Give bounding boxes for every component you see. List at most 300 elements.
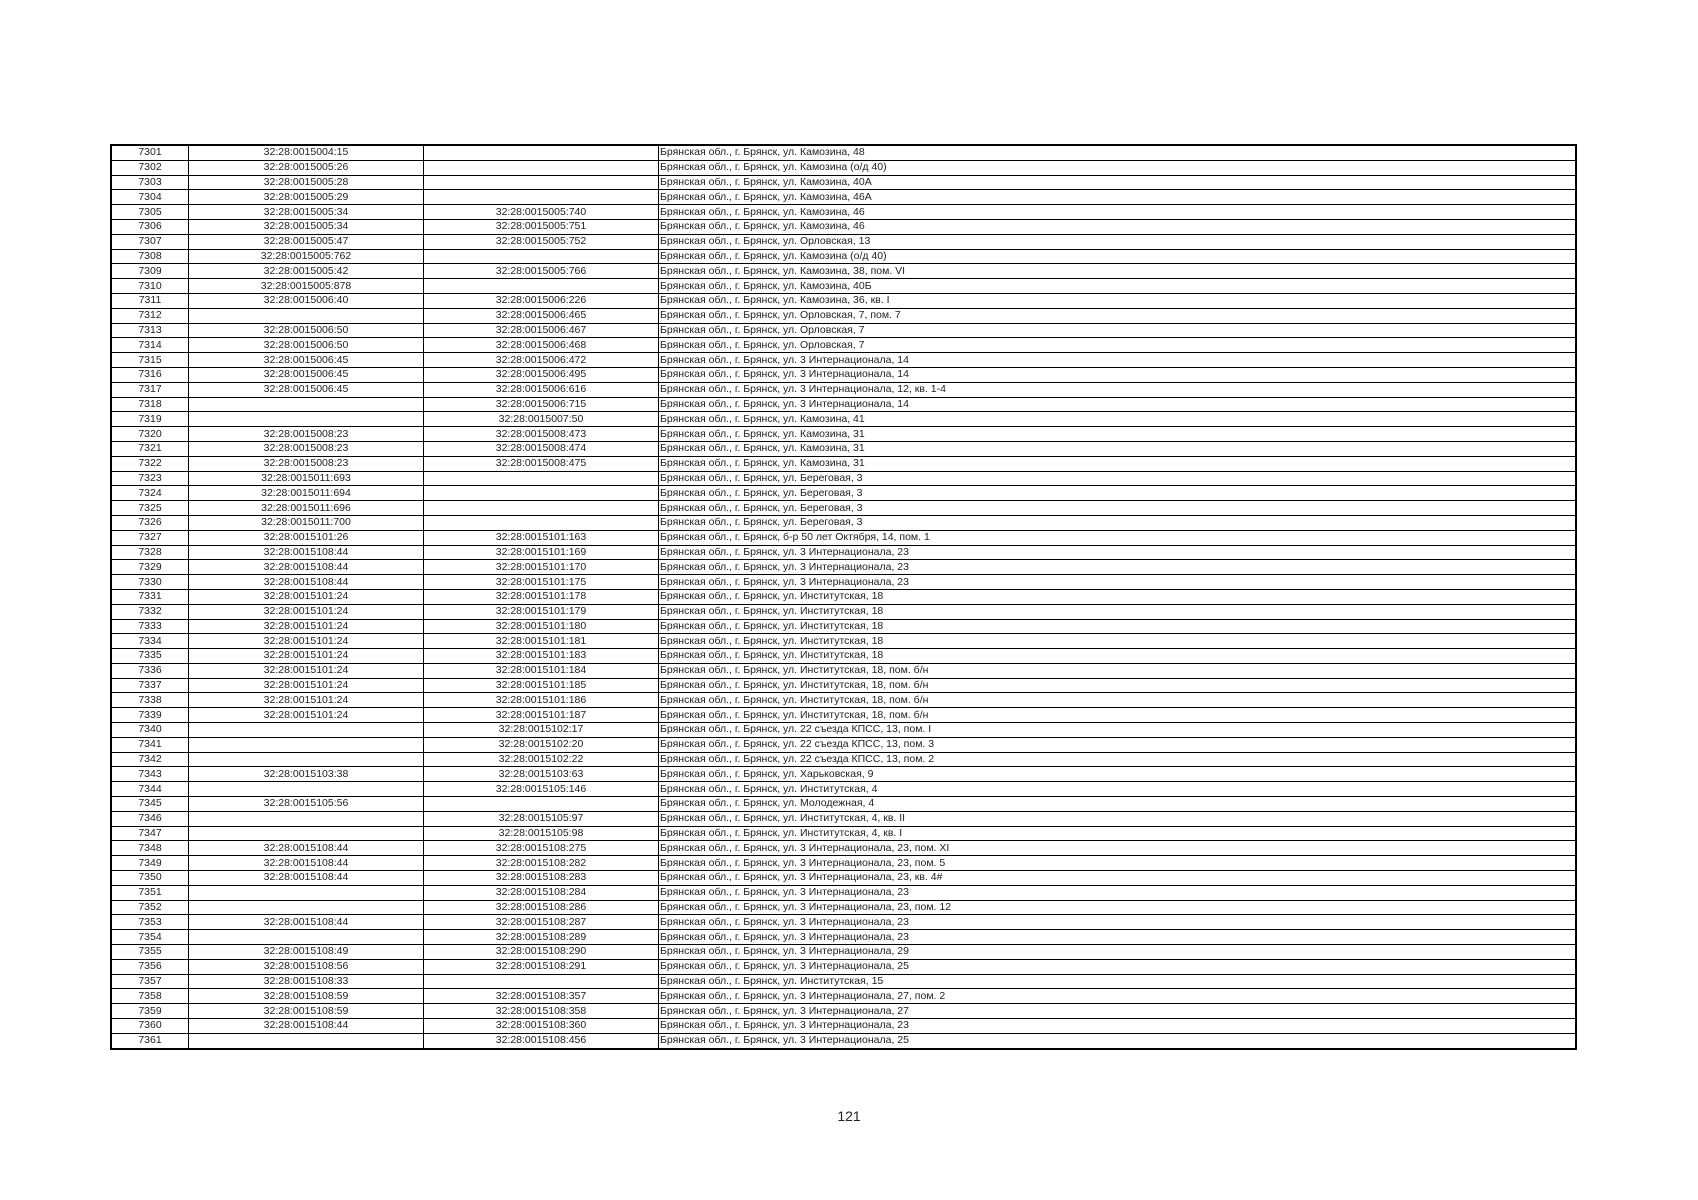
table-row [111,752,1576,767]
address-cell: Брянская обл., г. Брянск, ул. 3 Интернационала, 23 [659,575,1577,590]
parcel-cadastral-number-cell: 32:28:0015004:15 [189,145,424,160]
address-cell: Брянская обл., г. Брянск, ул. 22 съезда КПСС, 13, пом. I [659,723,1577,738]
object-cadastral-number-cell: 32:28:0015102:17 [424,723,659,738]
row-number-cell: 7328 [111,545,189,560]
row-number-cell: 7336 [111,663,189,678]
row-number-cell: 7359 [111,1004,189,1019]
address-cell: Брянская обл., г. Брянск, ул. 3 Интернационала, 23 [659,930,1577,945]
parcel-cadastral-number-cell: 32:28:0015008:23 [189,427,424,442]
object-cadastral-number-cell: 32:28:0015105:98 [424,826,659,841]
table-row [111,486,1576,501]
address-cell: Брянская обл., г. Брянск, ул. Орловская, 7 [659,323,1577,338]
object-cadastral-number-cell: 32:28:0015108:456 [424,1033,659,1048]
parcel-cadastral-number-cell [189,826,424,841]
parcel-cadastral-number-cell: 32:28:0015108:44 [189,871,424,886]
table-row [111,1019,1576,1034]
parcel-cadastral-number-cell: 32:28:0015005:34 [189,205,424,220]
address-cell: Брянская обл., г. Брянск, ул. Камозина, 36, кв. I [659,293,1577,308]
row-number-cell: 7354 [111,930,189,945]
row-number-cell: 7339 [111,708,189,723]
address-cell: Брянская обл., г. Брянск, ул. Харьковская, 9 [659,767,1577,782]
table-row [111,959,1576,974]
address-cell: Брянская обл., г. Брянск, ул. 3 Интернационала, 14 [659,397,1577,412]
row-number-cell: 7302 [111,160,189,175]
parcel-cadastral-number-cell: 32:28:0015101:24 [189,678,424,693]
registry-table-body [111,145,1576,1049]
object-cadastral-number-cell: 32:28:0015102:20 [424,737,659,752]
object-cadastral-number-cell: 32:28:0015101:186 [424,693,659,708]
row-number-cell: 7331 [111,589,189,604]
parcel-cadastral-number-cell [189,397,424,412]
table-row [111,515,1576,530]
address-cell: Брянская обл., г. Брянск, ул. 3 Интернационала, 23 [659,545,1577,560]
object-cadastral-number-cell: 32:28:0015101:180 [424,619,659,634]
address-cell: Брянская обл., г. Брянск, ул. 3 Интернационала, 14 [659,367,1577,382]
row-number-cell: 7322 [111,456,189,471]
table-row [111,723,1576,738]
table-row [111,989,1576,1004]
object-cadastral-number-cell: 32:28:0015101:187 [424,708,659,723]
object-cadastral-number-cell: 32:28:0015108:282 [424,856,659,871]
table-row [111,530,1576,545]
address-cell: Брянская обл., г. Брянск, ул. Камозина, 31 [659,427,1577,442]
table-row [111,397,1576,412]
parcel-cadastral-number-cell: 32:28:0015005:34 [189,219,424,234]
address-cell: Брянская обл., г. Брянск, ул. 3 Интернационала, 27, пом. 2 [659,989,1577,1004]
table-row [111,767,1576,782]
row-number-cell: 7318 [111,397,189,412]
address-cell: Брянская обл., г. Брянск, ул. Камозина, 41 [659,412,1577,427]
parcel-cadastral-number-cell: 32:28:0015101:26 [189,530,424,545]
table-row [111,693,1576,708]
parcel-cadastral-number-cell: 32:28:0015108:44 [189,1019,424,1034]
object-cadastral-number-cell: 32:28:0015108:291 [424,959,659,974]
table-row [111,545,1576,560]
address-cell: Брянская обл., г. Брянск, ул. Камозина, 46 [659,205,1577,220]
parcel-cadastral-number-cell: 32:28:0015108:44 [189,841,424,856]
parcel-cadastral-number-cell: 32:28:0015101:24 [189,693,424,708]
row-number-cell: 7329 [111,560,189,575]
address-cell: Брянская обл., г. Брянск, ул. Институтская, 18 [659,604,1577,619]
parcel-cadastral-number-cell: 32:28:0015011:696 [189,501,424,516]
table-row [111,427,1576,442]
address-cell: Брянская обл., г. Брянск, ул. Институтская, 18, пом. б/н [659,678,1577,693]
table-row [111,604,1576,619]
parcel-cadastral-number-cell: 32:28:0015101:24 [189,708,424,723]
object-cadastral-number-cell: 32:28:0015005:740 [424,205,659,220]
row-number-cell: 7305 [111,205,189,220]
object-cadastral-number-cell [424,486,659,501]
address-cell: Брянская обл., г. Брянск, ул. 3 Интернационала, 23, пом. 5 [659,856,1577,871]
object-cadastral-number-cell: 32:28:0015105:97 [424,811,659,826]
parcel-cadastral-number-cell: 32:28:0015005:26 [189,160,424,175]
table-row [111,382,1576,397]
object-cadastral-number-cell: 32:28:0015006:472 [424,353,659,368]
object-cadastral-number-cell: 32:28:0015101:181 [424,634,659,649]
table-row [111,219,1576,234]
parcel-cadastral-number-cell [189,737,424,752]
parcel-cadastral-number-cell: 32:28:0015006:40 [189,293,424,308]
address-cell: Брянская обл., г. Брянск, ул. Институтская, 4, кв. I [659,826,1577,841]
row-number-cell: 7361 [111,1033,189,1048]
parcel-cadastral-number-cell: 32:28:0015108:56 [189,959,424,974]
row-number-cell: 7353 [111,915,189,930]
parcel-cadastral-number-cell [189,1033,424,1048]
parcel-cadastral-number-cell: 32:28:0015101:24 [189,634,424,649]
parcel-cadastral-number-cell [189,900,424,915]
address-cell: Брянская обл., г. Брянск, ул. Институтская, 18 [659,649,1577,664]
row-number-cell: 7352 [111,900,189,915]
parcel-cadastral-number-cell [189,885,424,900]
table-row [111,737,1576,752]
table-row [111,190,1576,205]
row-number-cell: 7355 [111,945,189,960]
object-cadastral-number-cell [424,249,659,264]
table-row [111,1004,1576,1019]
row-number-cell: 7335 [111,649,189,664]
object-cadastral-number-cell: 32:28:0015008:475 [424,456,659,471]
parcel-cadastral-number-cell: 32:28:0015101:24 [189,589,424,604]
object-cadastral-number-cell [424,279,659,294]
address-cell: Брянская обл., г. Брянск, ул. Институтская, 4, кв. II [659,811,1577,826]
address-cell: Брянская обл., г. Брянск, ул. 3 Интернационала, 23, пом. 12 [659,900,1577,915]
address-cell: Брянская обл., г. Брянск, ул. 3 Интернационала, 23, кв. 4# [659,871,1577,886]
parcel-cadastral-number-cell [189,811,424,826]
table-row [111,471,1576,486]
table-row [111,871,1576,886]
address-cell: Брянская обл., г. Брянск, ул. Камозина, 31 [659,456,1577,471]
object-cadastral-number-cell: 32:28:0015108:283 [424,871,659,886]
parcel-cadastral-number-cell [189,412,424,427]
address-cell: Брянская обл., г. Брянск, ул. Институтская, 18, пом. б/н [659,693,1577,708]
table-row [111,915,1576,930]
parcel-cadastral-number-cell: 32:28:0015105:56 [189,797,424,812]
object-cadastral-number-cell: 32:28:0015108:289 [424,930,659,945]
address-cell: Брянская обл., г. Брянск, ул. 22 съезда КПСС, 13, пом. 3 [659,737,1577,752]
table-row [111,885,1576,900]
table-row [111,678,1576,693]
parcel-cadastral-number-cell: 32:28:0015108:59 [189,1004,424,1019]
table-row [111,160,1576,175]
object-cadastral-number-cell: 32:28:0015101:169 [424,545,659,560]
object-cadastral-number-cell: 32:28:0015101:163 [424,530,659,545]
row-number-cell: 7304 [111,190,189,205]
table-row [111,974,1576,989]
object-cadastral-number-cell: 32:28:0015006:467 [424,323,659,338]
object-cadastral-number-cell: 32:28:0015101:184 [424,663,659,678]
row-number-cell: 7309 [111,264,189,279]
object-cadastral-number-cell [424,471,659,486]
table-row [111,367,1576,382]
row-number-cell: 7323 [111,471,189,486]
address-cell: Брянская обл., г. Брянск, ул. Институтская, 18, пом. б/н [659,708,1577,723]
object-cadastral-number-cell: 32:28:0015008:473 [424,427,659,442]
table-row [111,1033,1576,1048]
table-row [111,205,1576,220]
parcel-cadastral-number-cell: 32:28:0015005:762 [189,249,424,264]
address-cell: Брянская обл., г. Брянск, ул. Береговая, 3 [659,471,1577,486]
parcel-cadastral-number-cell: 32:28:0015006:45 [189,353,424,368]
table-row [111,930,1576,945]
row-number-cell: 7340 [111,723,189,738]
parcel-cadastral-number-cell [189,752,424,767]
parcel-cadastral-number-cell: 32:28:0015008:23 [189,441,424,456]
address-cell: Брянская обл., г. Брянск, ул. 3 Интернационала, 25 [659,1033,1577,1048]
row-number-cell: 7327 [111,530,189,545]
object-cadastral-number-cell: 32:28:0015006:715 [424,397,659,412]
table-row [111,575,1576,590]
table-row [111,145,1576,160]
object-cadastral-number-cell: 32:28:0015008:474 [424,441,659,456]
address-cell: Брянская обл., г. Брянск, ул. Камозина (о/д 40) [659,249,1577,264]
object-cadastral-number-cell: 32:28:0015108:286 [424,900,659,915]
row-number-cell: 7324 [111,486,189,501]
object-cadastral-number-cell: 32:28:0015105:146 [424,782,659,797]
table-row [111,323,1576,338]
table-row [111,782,1576,797]
object-cadastral-number-cell: 32:28:0015101:179 [424,604,659,619]
row-number-cell: 7317 [111,382,189,397]
address-cell: Брянская обл., г. Брянск, ул. 3 Интернационала, 29 [659,945,1577,960]
row-number-cell: 7319 [111,412,189,427]
object-cadastral-number-cell: 32:28:0015005:766 [424,264,659,279]
address-cell: Брянская обл., г. Брянск, ул. 22 съезда КПСС, 13, пом. 2 [659,752,1577,767]
object-cadastral-number-cell: 32:28:0015101:185 [424,678,659,693]
row-number-cell: 7325 [111,501,189,516]
address-cell: Брянская обл., г. Брянск, ул. Институтская, 18, пом. б/н [659,663,1577,678]
object-cadastral-number-cell: 32:28:0015005:751 [424,219,659,234]
parcel-cadastral-number-cell: 32:28:0015108:44 [189,915,424,930]
row-number-cell: 7346 [111,811,189,826]
object-cadastral-number-cell [424,515,659,530]
parcel-cadastral-number-cell: 32:28:0015108:49 [189,945,424,960]
address-cell: Брянская обл., г. Брянск, ул. 3 Интернационала, 14 [659,353,1577,368]
object-cadastral-number-cell: 32:28:0015101:175 [424,575,659,590]
object-cadastral-number-cell: 32:28:0015108:284 [424,885,659,900]
address-cell: Брянская обл., г. Брянск, ул. Институтская, 4 [659,782,1577,797]
object-cadastral-number-cell: 32:28:0015103:63 [424,767,659,782]
row-number-cell: 7303 [111,175,189,190]
address-cell: Брянская обл., г. Брянск, ул. Камозина, 40Б [659,279,1577,294]
address-cell: Брянская обл., г. Брянск, ул. 3 Интернационала, 23 [659,560,1577,575]
row-number-cell: 7314 [111,338,189,353]
table-row [111,811,1576,826]
address-cell: Брянская обл., г. Брянск, ул. Береговая, 3 [659,501,1577,516]
parcel-cadastral-number-cell: 32:28:0015101:24 [189,649,424,664]
parcel-cadastral-number-cell: 32:28:0015005:28 [189,175,424,190]
address-cell: Брянская обл., г. Брянск, ул. 3 Интернационала, 23 [659,915,1577,930]
row-number-cell: 7351 [111,885,189,900]
table-row [111,619,1576,634]
parcel-cadastral-number-cell: 32:28:0015101:24 [189,619,424,634]
parcel-cadastral-number-cell: 32:28:0015108:33 [189,974,424,989]
row-number-cell: 7315 [111,353,189,368]
page-number: 121 [837,1108,861,1124]
row-number-cell: 7306 [111,219,189,234]
address-cell: Брянская обл., г. Брянск, ул. Институтская, 18 [659,619,1577,634]
table-row [111,560,1576,575]
parcel-cadastral-number-cell: 32:28:0015108:44 [189,545,424,560]
row-number-cell: 7360 [111,1019,189,1034]
object-cadastral-number-cell [424,145,659,160]
object-cadastral-number-cell [424,175,659,190]
address-cell: Брянская обл., г. Брянск, ул. Камозина, 40А [659,175,1577,190]
parcel-cadastral-number-cell: 32:28:0015108:44 [189,560,424,575]
row-number-cell: 7326 [111,515,189,530]
table-row [111,649,1576,664]
parcel-cadastral-number-cell: 32:28:0015005:47 [189,234,424,249]
object-cadastral-number-cell [424,190,659,205]
parcel-cadastral-number-cell [189,930,424,945]
address-cell: Брянская обл., г. Брянск, ул. Камозина, 48 [659,145,1577,160]
parcel-cadastral-number-cell: 32:28:0015011:700 [189,515,424,530]
row-number-cell: 7321 [111,441,189,456]
row-number-cell: 7308 [111,249,189,264]
row-number-cell: 7345 [111,797,189,812]
object-cadastral-number-cell [424,160,659,175]
row-number-cell: 7310 [111,279,189,294]
address-cell: Брянская обл., г. Брянск, ул. 3 Интернационала, 23 [659,1019,1577,1034]
row-number-cell: 7332 [111,604,189,619]
table-row [111,412,1576,427]
table-row [111,441,1576,456]
address-cell: Брянская обл., г. Брянск, ул. Орловская, 7, пом. 7 [659,308,1577,323]
table-row [111,945,1576,960]
object-cadastral-number-cell: 32:28:0015005:752 [424,234,659,249]
object-cadastral-number-cell: 32:28:0015108:360 [424,1019,659,1034]
object-cadastral-number-cell [424,797,659,812]
parcel-cadastral-number-cell: 32:28:0015006:50 [189,338,424,353]
parcel-cadastral-number-cell: 32:28:0015011:693 [189,471,424,486]
parcel-cadastral-number-cell: 32:28:0015011:694 [189,486,424,501]
address-cell: Брянская обл., г. Брянск, ул. Камозина (о/д 40) [659,160,1577,175]
row-number-cell: 7357 [111,974,189,989]
row-number-cell: 7320 [111,427,189,442]
table-row [111,826,1576,841]
table-row [111,249,1576,264]
object-cadastral-number-cell: 32:28:0015108:275 [424,841,659,856]
registry-table [110,144,1577,1050]
row-number-cell: 7330 [111,575,189,590]
parcel-cadastral-number-cell: 32:28:0015101:24 [189,604,424,619]
address-cell: Брянская обл., г. Брянск, ул. Береговая, 3 [659,486,1577,501]
address-cell: Брянская обл., г. Брянск, ул. 3 Интернационала, 27 [659,1004,1577,1019]
row-number-cell: 7347 [111,826,189,841]
object-cadastral-number-cell: 32:28:0015101:178 [424,589,659,604]
table-row [111,708,1576,723]
row-number-cell: 7344 [111,782,189,797]
parcel-cadastral-number-cell [189,308,424,323]
parcel-cadastral-number-cell: 32:28:0015101:24 [189,663,424,678]
table-row [111,634,1576,649]
row-number-cell: 7334 [111,634,189,649]
row-number-cell: 7313 [111,323,189,338]
table-row [111,293,1576,308]
address-cell: Брянская обл., г. Брянск, ул. Молодежная, 4 [659,797,1577,812]
address-cell: Брянская обл., г. Брянск, б-р 50 лет Октября, 14, пом. 1 [659,530,1577,545]
table-row [111,663,1576,678]
table-row [111,308,1576,323]
row-number-cell: 7358 [111,989,189,1004]
object-cadastral-number-cell: 32:28:0015007:50 [424,412,659,427]
row-number-cell: 7343 [111,767,189,782]
parcel-cadastral-number-cell: 32:28:0015108:59 [189,989,424,1004]
parcel-cadastral-number-cell: 32:28:0015103:38 [189,767,424,782]
row-number-cell: 7349 [111,856,189,871]
address-cell: Брянская обл., г. Брянск, ул. 3 Интернационала, 23, пом. XI [659,841,1577,856]
row-number-cell: 7301 [111,145,189,160]
address-cell: Брянская обл., г. Брянск, ул. 3 Интернационала, 12, кв. 1-4 [659,382,1577,397]
address-cell: Брянская обл., г. Брянск, ул. Институтская, 18 [659,589,1577,604]
address-cell: Брянская обл., г. Брянск, ул. Институтская, 15 [659,974,1577,989]
row-number-cell: 7342 [111,752,189,767]
object-cadastral-number-cell [424,974,659,989]
address-cell: Брянская обл., г. Брянск, ул. Орловская, 13 [659,234,1577,249]
address-cell: Брянская обл., г. Брянск, ул. Камозина, 38, пом. VI [659,264,1577,279]
row-number-cell: 7307 [111,234,189,249]
object-cadastral-number-cell: 32:28:0015102:22 [424,752,659,767]
table-row [111,797,1576,812]
table-row [111,279,1576,294]
parcel-cadastral-number-cell: 32:28:0015005:29 [189,190,424,205]
table-row [111,900,1576,915]
address-cell: Брянская обл., г. Брянск, ул. Институтская, 18 [659,634,1577,649]
row-number-cell: 7356 [111,959,189,974]
object-cadastral-number-cell [424,501,659,516]
row-number-cell: 7337 [111,678,189,693]
parcel-cadastral-number-cell: 32:28:0015006:50 [189,323,424,338]
object-cadastral-number-cell: 32:28:0015006:616 [424,382,659,397]
row-number-cell: 7311 [111,293,189,308]
table-row [111,175,1576,190]
address-cell: Брянская обл., г. Брянск, ул. Орловская, 7 [659,338,1577,353]
parcel-cadastral-number-cell: 32:28:0015108:44 [189,856,424,871]
parcel-cadastral-number-cell: 32:28:0015008:23 [189,456,424,471]
address-cell: Брянская обл., г. Брянск, ул. Камозина, 46А [659,190,1577,205]
address-cell: Брянская обл., г. Брянск, ул. Камозина, 46 [659,219,1577,234]
row-number-cell: 7333 [111,619,189,634]
table-row [111,501,1576,516]
row-number-cell: 7338 [111,693,189,708]
parcel-cadastral-number-cell [189,723,424,738]
row-number-cell: 7350 [111,871,189,886]
table-row [111,456,1576,471]
address-cell: Брянская обл., г. Брянск, ул. 3 Интернационала, 25 [659,959,1577,974]
parcel-cadastral-number-cell: 32:28:0015005:42 [189,264,424,279]
object-cadastral-number-cell: 32:28:0015006:226 [424,293,659,308]
object-cadastral-number-cell: 32:28:0015101:183 [424,649,659,664]
parcel-cadastral-number-cell [189,782,424,797]
table-row [111,353,1576,368]
table-row [111,589,1576,604]
parcel-cadastral-number-cell: 32:28:0015006:45 [189,382,424,397]
row-number-cell: 7312 [111,308,189,323]
object-cadastral-number-cell: 32:28:0015108:287 [424,915,659,930]
object-cadastral-number-cell: 32:28:0015108:357 [424,989,659,1004]
table-row [111,841,1576,856]
object-cadastral-number-cell: 32:28:0015006:468 [424,338,659,353]
object-cadastral-number-cell: 32:28:0015006:465 [424,308,659,323]
object-cadastral-number-cell: 32:28:0015101:170 [424,560,659,575]
object-cadastral-number-cell: 32:28:0015108:290 [424,945,659,960]
address-cell: Брянская обл., г. Брянск, ул. Камозина, 31 [659,441,1577,456]
row-number-cell: 7316 [111,367,189,382]
table-row [111,856,1576,871]
parcel-cadastral-number-cell: 32:28:0015108:44 [189,575,424,590]
parcel-cadastral-number-cell: 32:28:0015006:45 [189,367,424,382]
address-cell: Брянская обл., г. Брянск, ул. 3 Интернационала, 23 [659,885,1577,900]
table-row [111,234,1576,249]
